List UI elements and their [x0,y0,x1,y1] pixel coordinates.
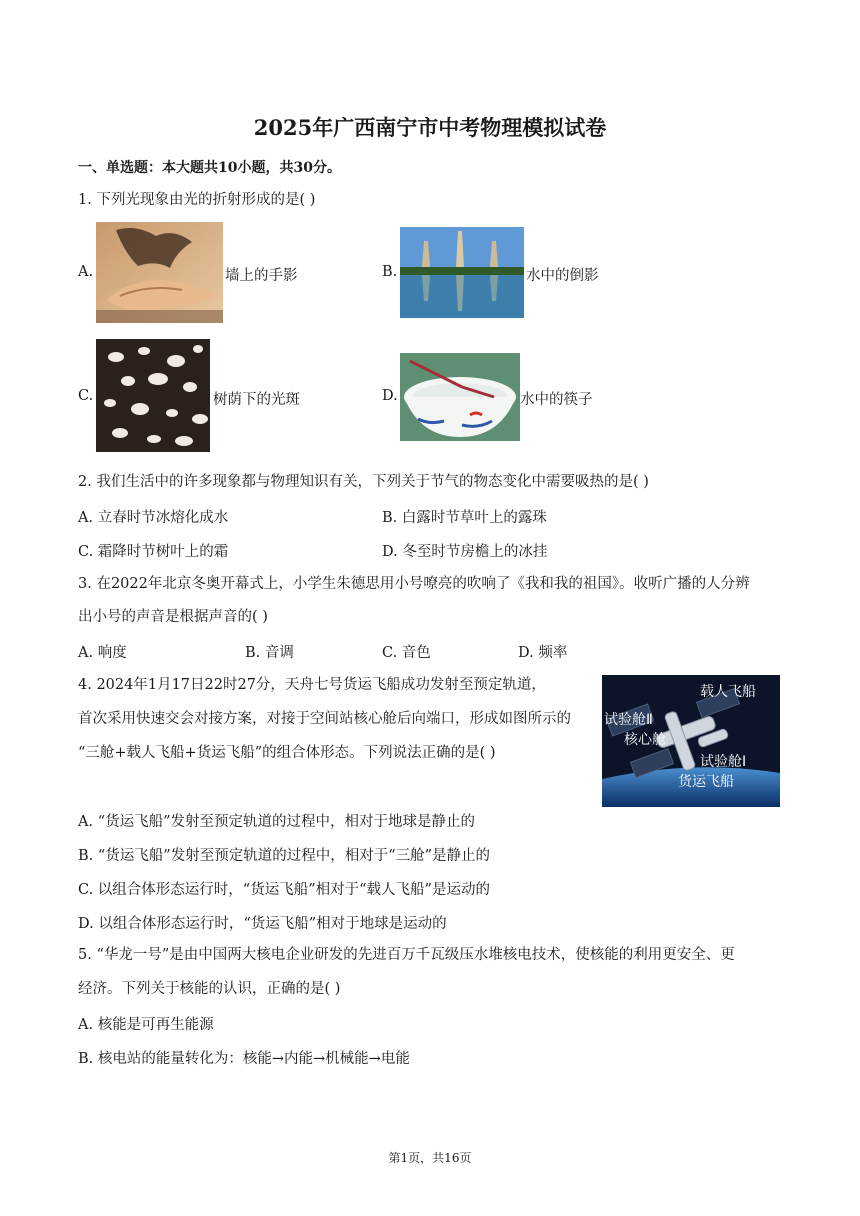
label-lab-module-1: 试验舱Ⅰ [700,754,747,770]
q1-option-d-label: D. [382,388,398,404]
q1-option-a-text: 墙上的手影 [225,268,298,284]
q4-stem-line2: 首次采用快速交会对接方案，对接于空间站核心舱后向端口，形成如图所示的 [78,711,571,727]
q2-option-b: B. 白露时节草叶上的露珠 [382,510,547,526]
q4-option-b: B. “货运飞船”发射至预定轨道的过程中，相对于“三舱”是静止的 [78,848,491,864]
q5-stem-line1: 5. “华龙一号”是由中国两大核电企业研发的先进百万千瓦级压水堆核电技术，使核能的利用更安全、更 [78,947,735,963]
q4-option-d: D. 以组合体形态运行时，“货运飞船”相对于地球是运动的 [78,916,447,932]
section-heading: 一、单选题：本大题共10小题，共30分。 [78,160,341,176]
space-station-image [602,675,780,807]
label-core-module: 核心舱 [624,732,666,748]
q2-option-a: A. 立春时节冰熔化成水 [78,510,229,526]
q4-option-c: C. 以组合体形态运行时，“货运飞船”相对于“载人飞船”是运动的 [78,882,490,898]
q1-stem: 1. 下列光现象由光的折射形成的是( ) [78,192,316,208]
q3-option-b: B. 音调 [245,645,294,661]
q5-option-a: A. 核能是可再生能源 [78,1017,214,1033]
exam-title: 2025年广西南宁市中考物理模拟试卷 [253,115,607,140]
water-reflection-image [400,227,524,318]
q2-option-d: D. 冬至时节房檐上的冰挂 [382,544,548,560]
q3-option-d: D. 频率 [518,645,568,661]
label-cargo-spacecraft: 货运飞船 [678,774,734,790]
label-manned-spacecraft: 载人飞船 [700,684,756,700]
q2-stem: 2. 我们生活中的许多现象都与物理知识有关，下列关于节气的物态变化中需要吸热的是( ) [78,474,649,490]
q3-stem-line2: 出小号的声音是根据声音的( ) [78,609,268,625]
q3-option-c: C. 音色 [382,645,431,661]
light-spots-image [96,339,210,452]
q1-option-c-label: C. [78,388,94,404]
q3-stem-line1: 3. 在2022年北京冬奥开幕式上，小学生朱德思用小号嘹亮的吹响了《我和我的祖国》。收听广播的人分辨 [78,576,750,592]
q1-option-b-label: B. [382,264,398,280]
hand-shadow-image [96,222,223,323]
q2-option-c: C. 霜降时节树叶上的霜 [78,544,229,560]
q1-option-d-text: 水中的筷子 [520,392,593,408]
q1-option-c-text: 树荫下的光斑 [213,392,300,408]
q5-option-b: B. 核电站的能量转化为：核能→内能→机械能→电能 [78,1051,410,1067]
q4-option-a: A. “货运飞船”发射至预定轨道的过程中，相对于地球是静止的 [78,814,476,830]
label-lab-module-2: 试验舱Ⅱ [604,712,653,728]
q1-option-a-label: A. [78,264,94,280]
q1-option-b-text: 水中的倒影 [526,268,599,284]
chopstick-in-water-image [400,353,520,441]
page-footer: 第1页，共16页 [388,1151,472,1165]
q3-option-a: A. 响度 [78,645,127,661]
q5-stem-line2: 经济。下列关于核能的认识，正确的是( ) [78,981,341,997]
q4-stem-line1: 4. 2024年1月17日22时27分，天舟七号货运飞船成功发射至预定轨道， [78,677,546,693]
q4-stem-line3: “三舱+载人飞船+货运飞船”的组合体形态。下列说法正确的是( ) [78,745,496,761]
